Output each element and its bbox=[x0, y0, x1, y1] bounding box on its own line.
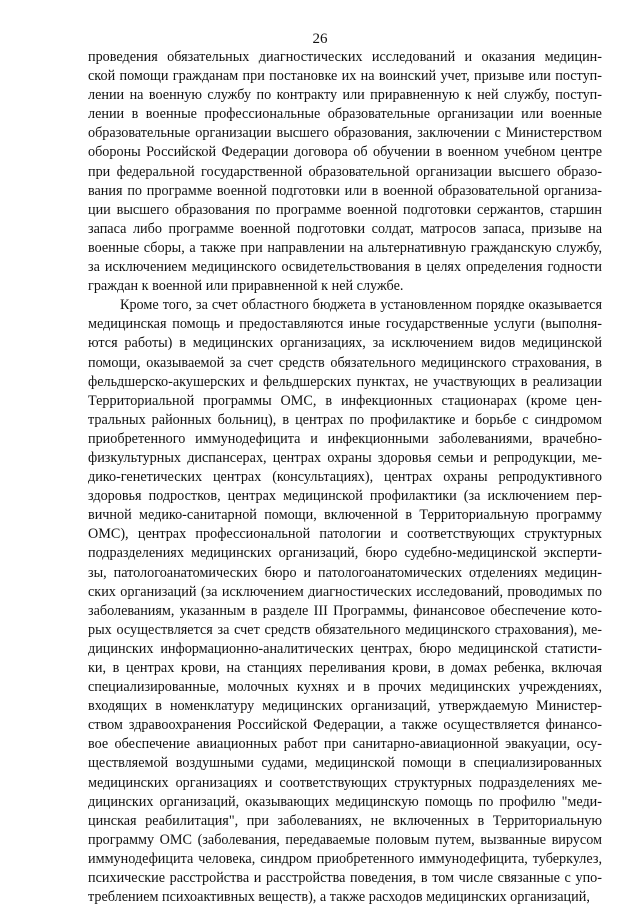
text-line: при федеральной государственной образовательной организации высшего образо- bbox=[88, 163, 602, 180]
text-line: Кроме того, за счет областного бюджета в установленном порядке оказывается bbox=[120, 297, 602, 314]
text-line: ки, в центрах крови, на станциях переливания крови, в домах ребенка, включая bbox=[88, 660, 602, 676]
text-line: проведения обязательных диагностических исследований и оказания медицин- bbox=[88, 49, 602, 65]
text-line: вое обеспечение авиационных работ при санитарно-авиационной эвакуации, осу- bbox=[88, 736, 602, 753]
text-line: здоровья подростков, центрах медицинской профилактики (за исключением пер- bbox=[88, 488, 602, 505]
text-line: военные сборы, а также при направлении на альтернативную гражданскую службу, bbox=[88, 239, 602, 256]
text-line: дицинских информационно-аналитических центрах, бюро медицинской статисти- bbox=[88, 640, 602, 657]
text-line: заболеваниям, указанным в разделе III Программы, финансовое обеспечение кото- bbox=[88, 602, 602, 619]
text-line: ством здравоохранения Российской Федерации, а также осуществляется финансо- bbox=[88, 717, 602, 734]
text-line: Территориальной программы ОМС, в инфекционных стационарах (кроме цен- bbox=[88, 392, 602, 409]
text-line: ской помощи гражданам при постановке их на воинский учет, призыве или поступ- bbox=[88, 68, 602, 85]
text-line: ции высшего образования по программе военной подготовки сержантов, старшин bbox=[88, 201, 602, 218]
text-line: ОМС), центрах профессиональной патологии и соответствующих структурных bbox=[88, 526, 602, 543]
text-line: медицинская помощь и предоставляются иные государственные услуги (выполня- bbox=[88, 316, 602, 333]
text-line: ских организаций (за исключением диагностических исследований, проводимых по bbox=[88, 583, 602, 600]
text-line: программу ОМС (заболевания, передаваемые половым путем, вызванные вирусом bbox=[88, 831, 602, 848]
text-line: фельдшерско-акушерских и фельдшерских пунктах, не участвующих в реализации bbox=[88, 373, 602, 390]
text-line: иммунодефицита человека, синдром приобретенного иммунодефицита, туберкулез, bbox=[88, 850, 602, 867]
text-line: запаса либо программе военной подготовки солдат, матросов запаса, призыве на bbox=[88, 220, 602, 237]
text-line: медицинских организациях и соответствующих структурных подразделениях ме- bbox=[88, 774, 602, 791]
text-line: вичной медико-санитарной помощи, включенной в Территориальную программу bbox=[88, 507, 602, 524]
text-line: образовательные организации высшего образования, заключении с Министерством bbox=[88, 125, 602, 142]
text-line: помощи, оказываемой за счет средств обязательного медицинского страхования, в bbox=[88, 354, 602, 371]
text-line: психические расстройства и расстройства поведения, в том числе связанные с упо- bbox=[88, 870, 602, 887]
page-number: 26 bbox=[312, 31, 328, 47]
text-line: граждан к военной или приравненной к ней службе. bbox=[88, 278, 404, 295]
text-line: обороны Российской Федерации договора об обучении в военном учебном центре bbox=[88, 144, 602, 161]
text-line: входящих в номенклатуру медицинских организаций, утверждаемую Министер- bbox=[88, 698, 602, 715]
text-line: ются работы) в медицинских организациях, за исключением видов медицинской bbox=[88, 335, 602, 352]
paragraph-2 bbox=[88, 296, 602, 907]
text-line: лении в военные профессиональные образовательные организации или военные bbox=[88, 106, 602, 123]
text-line: дицинских организаций, оказывающих медицинскую помощь по профилю "меди- bbox=[88, 793, 602, 810]
text-line: цинская реабилитация", при заболеваниях, не включенных в Территориальную bbox=[88, 812, 602, 829]
body-text bbox=[88, 48, 602, 907]
text-line: треблением психоактивных веществ), а также расходов медицинских организаций, bbox=[88, 889, 590, 906]
text-line: тральных районных больниц), в центрах по профилактике и борьбе с синдромом bbox=[88, 411, 602, 428]
text-line: специализированные, молочных кухнях и в прочих медицинских учреждениях, bbox=[88, 679, 602, 696]
paragraph-1 bbox=[88, 48, 602, 296]
text-line: ществляемой воздушными судами, медицинской помощи в специализированных bbox=[88, 755, 602, 772]
text-line: за исключением медицинского освидетельствования в целях определения годности bbox=[88, 259, 602, 276]
text-line: зы, патологоанатомических бюро и патологоанатомических отделениях медицин- bbox=[88, 564, 602, 581]
text-line: подразделениях медицинских организаций, бюро судебно-медицинской эксперти- bbox=[88, 545, 602, 562]
text-line: вания по программе военной подготовки или в военной образовательной организа- bbox=[88, 182, 602, 199]
text-line: приобретенного иммунодефицита и инфекционными заболеваниями, врачебно- bbox=[88, 430, 602, 447]
text-line: физкультурных диспансерах, центрах охраны здоровья семьи и репродукции, ме- bbox=[88, 449, 602, 466]
text-line: дико-генетических центрах (консультациях), центрах охраны репродуктивного bbox=[88, 469, 602, 486]
text-line: рых осуществляется за счет средств обязательного медицинского страхования), ме- bbox=[88, 621, 602, 638]
text-line: лении на военную службу по контракту или приравненную к ней службу, поступ- bbox=[88, 87, 602, 104]
